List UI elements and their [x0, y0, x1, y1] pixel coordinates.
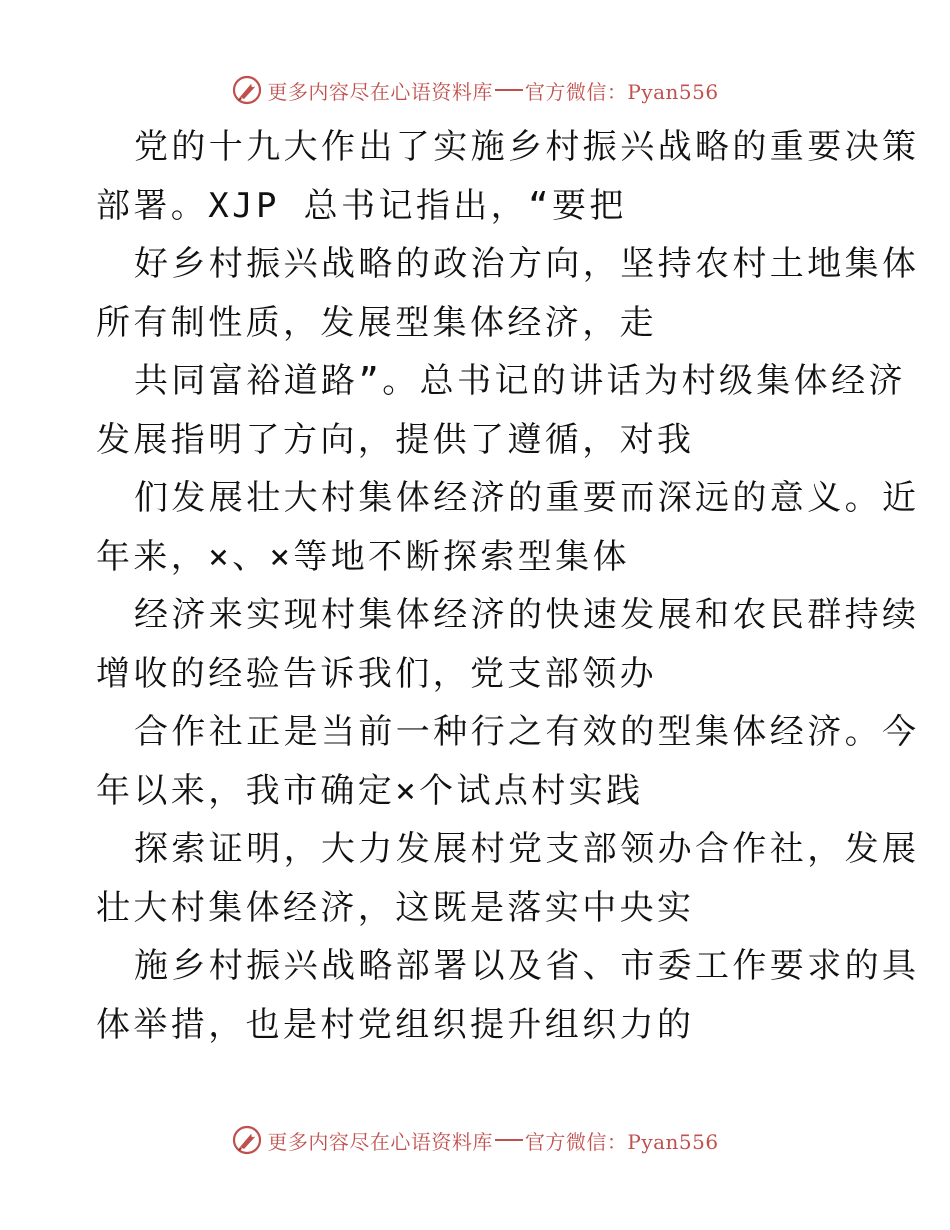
- header-watermark-banner: [0, 70, 950, 110]
- text-line: 党的十九大作出了实施乡村振兴战略的重要决策: [134, 127, 920, 167]
- banner-contact: 官方微信：Pyan556: [524, 1129, 719, 1154]
- text-line: 所有制性质，发展型集体经济，走: [96, 302, 657, 343]
- paragraph: [96, 586, 920, 703]
- text-line: 年以来，我市确定×个试点村实践: [96, 770, 644, 811]
- banner-separator: [495, 89, 523, 91]
- paragraph: [96, 820, 920, 937]
- text-line: 好乡村振兴战略的政治方向，坚持农村土地集体: [134, 244, 920, 284]
- text-line: 经济来实现村集体经济的快速发展和农民群持续: [134, 595, 920, 635]
- paragraph: [96, 469, 920, 586]
- text-line: 年来，×、×等地不断探索型集体: [96, 536, 630, 577]
- text-line: 壮大村集体经济，这既是落实中央实: [96, 887, 695, 928]
- footer-watermark-banner: [0, 1120, 950, 1160]
- banner-separator: [495, 1139, 523, 1141]
- text-line: 探索证明，大力发展村党支部领办合作社，发展: [134, 829, 920, 869]
- text-line: 们发展壮大村集体经济的重要而深远的意义。近: [134, 478, 920, 518]
- paragraph: [96, 118, 920, 235]
- paragraph: [96, 235, 920, 352]
- pen-logo-icon: [231, 74, 263, 106]
- paragraph: [96, 703, 920, 820]
- banner-contact: 官方微信：Pyan556: [524, 79, 719, 104]
- text-line: 共同富裕道路”。总书记的讲话为村级集体经济: [134, 361, 906, 401]
- banner-site-name: 更多内容尽在心语资料库: [267, 1129, 493, 1154]
- text-line: 体举措，也是村党组织提升组织力的: [96, 1004, 695, 1045]
- pen-logo-icon: [231, 1124, 263, 1156]
- document-body: [96, 118, 920, 1054]
- text-line: 增收的经验告诉我们，党支部领办: [96, 653, 657, 694]
- text-line: 合作社正是当前一种行之有效的型集体经济。今: [134, 712, 920, 752]
- text-line: 施乡村振兴战略部署以及省、市委工作要求的具: [134, 946, 920, 986]
- text-line: 部署。XJP 总书记指出，“要把: [96, 185, 627, 226]
- banner-site-name: 更多内容尽在心语资料库: [267, 79, 493, 104]
- text-line: 发展指明了方向，提供了遵循，对我: [96, 419, 695, 460]
- paragraph: [96, 937, 920, 1054]
- paragraph: [96, 352, 906, 469]
